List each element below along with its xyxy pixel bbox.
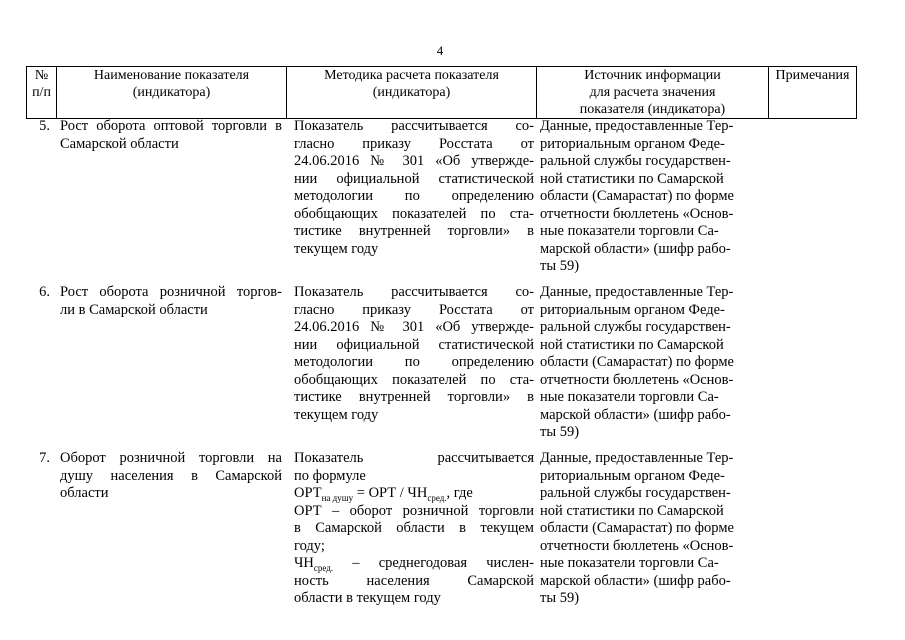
chn-symbol-sub: сред. (313, 562, 334, 573)
row-number: 6. (39, 284, 50, 300)
chn-definition (294, 555, 534, 573)
text-line: ные показатели торговли Са- (540, 555, 719, 571)
text-line: Показатель рассчитывается со- (294, 118, 534, 134)
text-line: области (60, 485, 109, 501)
text-line: душу населения в Самарской (60, 467, 282, 484)
text-line: Данные, предоставленные Тер- (540, 118, 734, 134)
text-line: Данные, предоставленные Тер- (540, 284, 734, 300)
text-line: области (Самарастат) по форме (540, 188, 734, 204)
text-line: Показатель рассчитывается со- (294, 284, 534, 300)
chn-symbol: ЧН (294, 555, 314, 571)
text-line: в Самарской области в текущем (294, 520, 534, 536)
text-line: ральной службы государствен- (540, 153, 731, 169)
text-line: Показатель рассчитывается (294, 450, 534, 466)
text-line: области (Самарастат) по форме (540, 354, 734, 370)
header-method-text: Методика расчета показателя (индикатора) (324, 68, 499, 100)
text-line: обобщающих показателей по ста- (294, 205, 534, 222)
text-line: гласно приказу Росстата от (294, 135, 534, 152)
data-source (540, 450, 762, 608)
text-line: нии официальной статистической (294, 336, 534, 353)
text-line: текущем году (294, 406, 379, 423)
formula-tail: , где (446, 485, 473, 501)
header-notes-text: Примечания (775, 68, 850, 83)
chn-def-text: – среднегодовая числен- (333, 555, 534, 571)
page-number: 4 (436, 43, 444, 58)
text-line: ты 59) (540, 258, 580, 274)
data-source (540, 118, 762, 276)
text-line: тистике внутренней торговли» в (294, 389, 534, 405)
text-line: текущем году (294, 240, 379, 257)
text-line: обобщающих показателей по ста- (294, 371, 534, 388)
text-line: ОРТ – оборот розничной торговли (294, 502, 534, 519)
text-line: ральной службы государствен- (540, 485, 731, 501)
indicator-name (60, 450, 282, 503)
text-line: 24.06.2016 № 301 «Об утвержде- (294, 153, 534, 169)
row-number: 5. (39, 118, 50, 134)
text-line: 24.06.2016 № 301 «Об утвержде- (294, 319, 534, 335)
text-line: ральной службы государствен- (540, 319, 731, 335)
text-line: ность населения Самарской (294, 572, 534, 589)
text-line: методологии по определению (294, 354, 534, 370)
text-line: нии официальной статистической (294, 170, 534, 187)
text-line: Самарской области (60, 135, 179, 152)
header-method (287, 67, 537, 119)
text-line: Рост оборота оптовой торговли в (60, 118, 282, 134)
indicator-name (60, 284, 282, 319)
text-line: риториальным органом Феде- (540, 301, 725, 318)
text-line: году; (294, 537, 325, 554)
header-source (537, 67, 769, 119)
indicator-name (60, 118, 282, 153)
text-line: ные показатели торговли Са- (540, 389, 719, 405)
text-line: марской области» (шифр рабо- (540, 572, 731, 589)
text-line: области в текущем году (294, 590, 441, 606)
formula-lhs-sub: на душу (321, 492, 354, 503)
text-line: области (Самарастат) по форме (540, 520, 734, 536)
text-line: методологии по определению (294, 188, 534, 204)
formula-mid-sub: сред. (427, 492, 447, 503)
method-description (294, 118, 534, 258)
text-line: ной статистики по Самарской (540, 502, 724, 519)
text-line: ные показатели торговли Са- (540, 223, 719, 239)
method-description (294, 450, 534, 608)
row-number: 7. (39, 450, 50, 466)
text-line: марской области» (шифр рабо- (540, 406, 731, 423)
text-line: ты 59) (540, 424, 580, 440)
header-notes (769, 67, 857, 119)
text-line: гласно приказу Росстата от (294, 301, 534, 318)
header-source-text: Источник информации для расчета значения показателя (индикатора) (579, 68, 726, 117)
header-num-text: № п/п (32, 68, 51, 100)
text-line: по формуле (294, 467, 366, 484)
text-line: риториальным органом Феде- (540, 135, 725, 152)
table-header (26, 66, 857, 119)
text-line: ной статистики по Самарской (540, 170, 724, 187)
text-line: ты 59) (540, 590, 580, 606)
header-num (27, 67, 57, 119)
text-line: отчетности бюллетень «Основ- (540, 537, 734, 554)
text-line: Оборот розничной торговли на (60, 450, 282, 466)
text-line: отчетности бюллетень «Основ- (540, 205, 734, 222)
header-name (57, 67, 287, 119)
text-line: ной статистики по Самарской (540, 336, 724, 353)
text-line: тистике внутренней торговли» в (294, 223, 534, 239)
text-line: Данные, предоставленные Тер- (540, 450, 734, 466)
formula (294, 485, 534, 503)
text-line: риториальным органом Феде- (540, 467, 725, 484)
text-line: отчетности бюллетень «Основ- (540, 371, 734, 388)
formula-lhs: ОРТ (294, 485, 322, 501)
method-description (294, 284, 534, 424)
data-source (540, 284, 762, 442)
text-line: марской области» (шифр рабо- (540, 240, 731, 257)
text-line: Рост оборота розничной торгов- (60, 284, 282, 300)
formula-mid: = ОРТ / ЧН (353, 485, 428, 501)
text-line: ли в Самарской области (60, 301, 208, 318)
header-name-text: Наименование показателя (индикатора) (93, 68, 250, 100)
